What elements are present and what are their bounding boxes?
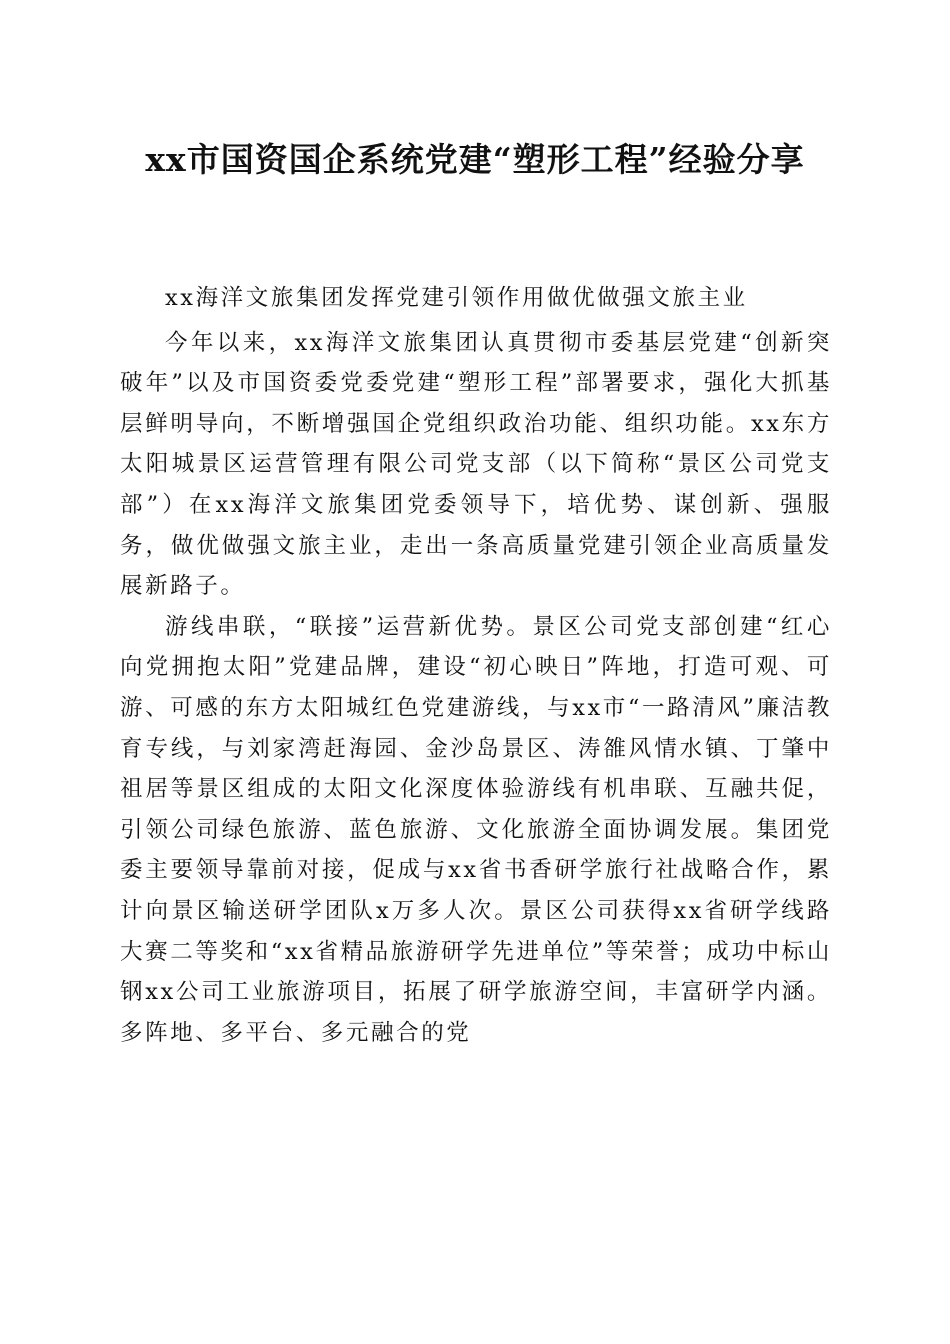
document-title: xx市国资国企系统党建“塑形工程”经验分享 <box>145 140 805 179</box>
document-subtitle: xx海洋文旅集团发挥党建引领作用做优做强文旅主业 <box>165 285 748 311</box>
document-body <box>120 278 832 1053</box>
body-paragraph-1: 今年以来，xx海洋文旅集团认真贯彻市委基层党建“创新突破年”以及市国资委党委党建“塑形工程”部署要求，强化大抓基层鲜明导向，不断增强国企党组织政治功能、组织功能。xx东方太阳城景区运营管理有限公司党支部（以下简称“景区公司党支部”）在xx海洋文旅集团党委领导下，培优势、谋创新、强服务，做优做强文旅主业，走出一条高质量党建引领企业高质量发展新路子。 <box>120 329 832 600</box>
body-paragraph-2: 游线串联，“联接”运营新优势。景区公司党支部创建“红心向党拥抱太阳”党建品牌，建设“初心映日”阵地，打造可观、可游、可感的东方太阳城红色党建游线，与xx市“一路清风”廉洁教育专线，与刘家湾赶海园、金沙岛景区、涛雒风情水镇、丁肇中祖居等景区组成的太阳文化深度体验游线有机串联、互融共促，引领公司绿色旅游、蓝色旅游、文化旅游全面协调发展。集团党委主要领导靠前对接，促成与xx省书香研学旅行社战略合作，累计向景区输送研学团队x万多人次。景区公司获得xx省研学线路大赛二等奖和“xx省精品旅游研学先进单位”等荣誉；成功中标山钢xx公司工业旅游项目，拓展了研学旅游空间，丰富研学内涵。多阵地、多平台、多元融合的党 <box>120 613 832 1046</box>
